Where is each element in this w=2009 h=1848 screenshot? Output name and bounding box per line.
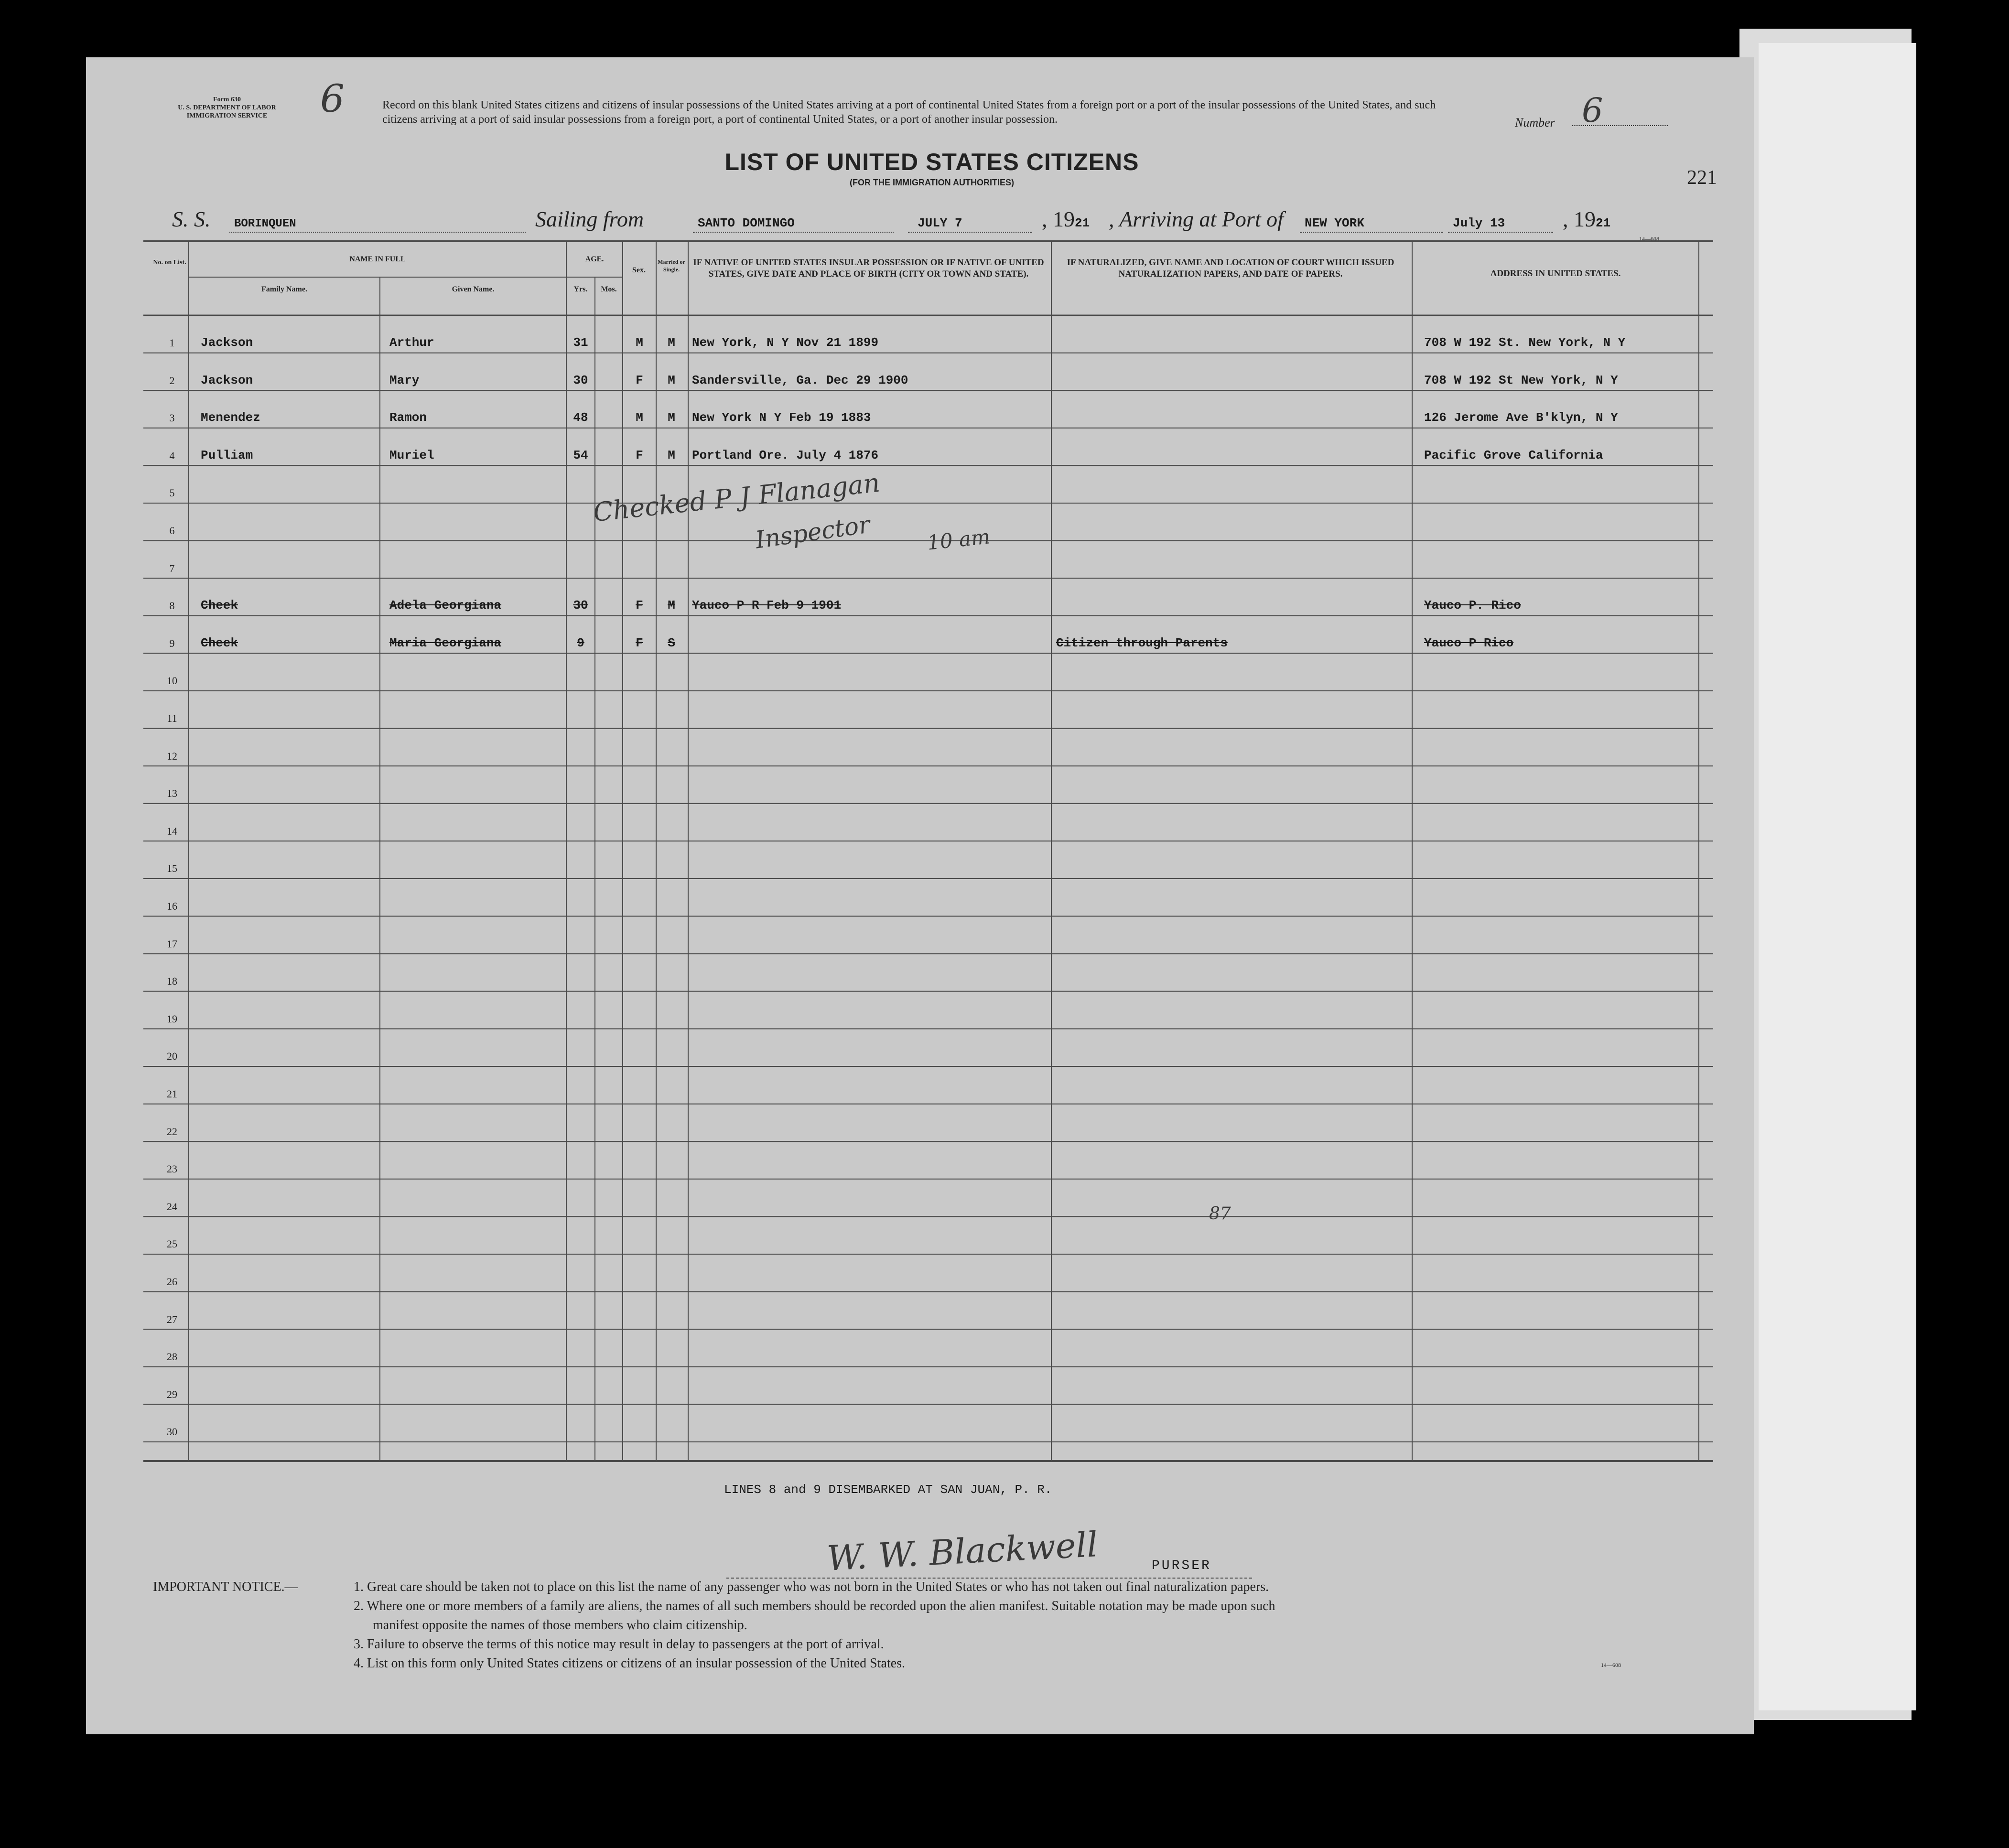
table-row xyxy=(143,1404,1706,1442)
row-number: 14 xyxy=(167,825,177,837)
row-number: 30 xyxy=(167,1426,177,1438)
row-number: 26 xyxy=(167,1276,177,1288)
row-number: 15 xyxy=(167,862,177,875)
row-number: 20 xyxy=(167,1050,177,1063)
sex: F xyxy=(636,448,643,462)
birth-place-date: Yauco P R Feb 9 1901 xyxy=(692,598,842,613)
given-name: Arthur xyxy=(389,335,434,350)
row-number: 21 xyxy=(167,1088,177,1100)
row-number: 6 xyxy=(169,525,175,537)
header-married-single: Married or Single. xyxy=(658,258,685,273)
corner-handwritten-mark: 6 xyxy=(320,76,345,121)
page-number: 221 xyxy=(1687,167,1717,189)
notice-list xyxy=(354,1578,1701,1673)
us-address: 708 W 192 St. New York, N Y xyxy=(1424,335,1626,350)
footer-code: 14—608 xyxy=(1601,1662,1621,1668)
row-number: 5 xyxy=(169,487,175,499)
table-row xyxy=(143,1329,1706,1367)
given-name: Ramon xyxy=(389,410,427,425)
birth-place-date: New York, N Y Nov 21 1899 xyxy=(692,335,879,350)
age-years: 31 xyxy=(573,335,588,350)
notice-item-4: 4. List on this form only United States citizens or citizens of an insular possession of the United States. xyxy=(354,1656,906,1671)
departure-year-prefix: , 19 xyxy=(1042,207,1075,231)
given-name: Mary xyxy=(389,373,420,387)
row-number: 17 xyxy=(167,937,177,950)
page-subtitle: (FOR THE IMMIGRATION AUTHORITIES) xyxy=(850,178,1014,187)
departure-year-value: 21 xyxy=(1075,216,1090,230)
given-name: Maria Georgiana xyxy=(389,635,502,650)
marital-status: M xyxy=(668,448,675,462)
family-name: Cheek xyxy=(201,598,238,613)
family-name: Menendez xyxy=(201,410,260,425)
us-address: Pacific Grove California xyxy=(1424,448,1603,462)
disembark-note: LINES 8 and 9 DISEMBARKED AT SAN JUAN, P. R. xyxy=(724,1483,1052,1497)
header-naturalized: IF NATURALIZED, GIVE NAME AND LOCATION OF COURT WHICH ISSUED NATURALIZATION PAPERS, AND DATE OF PAPERS. xyxy=(1067,258,1394,279)
row-number: 8 xyxy=(169,600,175,612)
page-title: LIST OF UNITED STATES CITIZENS xyxy=(724,149,1139,175)
service: IMMIGRATION SERVICE xyxy=(186,112,268,119)
ship-name: BORINQUEN xyxy=(234,217,296,230)
table-row xyxy=(143,465,1706,503)
departure-port: SANTO DOMINGO xyxy=(698,216,795,230)
table-row xyxy=(143,1292,1706,1330)
marital-status: S xyxy=(668,635,675,650)
table-row xyxy=(143,1104,1706,1142)
form-description: Record on this blank United States citizens and citizens of insular possessions of the United States arriving at a port of continental United States from a foreign port or a port of the insular possessions of the United States, and such citizens arriving at a port of said insular possessions from a foreign port, a port of continental United States, or a port of another insular possession. xyxy=(382,99,1436,126)
table-row xyxy=(143,1216,1706,1254)
purser-label: PURSER xyxy=(1152,1558,1211,1573)
inspector-signature: P J Flanagan xyxy=(713,467,882,515)
side-mark: 87 xyxy=(1209,1204,1231,1224)
table-row xyxy=(143,1141,1706,1179)
table-row xyxy=(143,1367,1706,1405)
table-row xyxy=(143,1254,1706,1292)
arrival-year-prefix: , 19 xyxy=(1563,207,1596,231)
naturalization: Citizen through Parents xyxy=(1056,635,1228,650)
table-row xyxy=(143,1029,1706,1066)
table-row xyxy=(143,841,1706,879)
row-number: 4 xyxy=(169,449,175,462)
ss-label: S. S. xyxy=(172,207,211,231)
marital-status: M xyxy=(668,373,675,387)
table-row xyxy=(143,503,1706,541)
us-address: 126 Jerome Ave B'klyn, N Y xyxy=(1424,410,1618,425)
row-number: 27 xyxy=(167,1313,177,1325)
table-row xyxy=(143,954,1706,991)
us-address: Yauco P Rico xyxy=(1424,635,1514,650)
table-row xyxy=(143,1066,1706,1104)
row-number: 3 xyxy=(169,412,175,424)
us-address: 708 W 192 St New York, N Y xyxy=(1424,373,1618,387)
row-number: 24 xyxy=(167,1200,177,1213)
header-given-name: Given Name. xyxy=(452,285,495,293)
notice-label: IMPORTANT NOTICE.— xyxy=(153,1579,298,1594)
table-row xyxy=(143,691,1706,729)
row-number: 23 xyxy=(167,1163,177,1175)
row-number: 12 xyxy=(167,750,177,762)
inspection-time: 10 am xyxy=(926,525,991,555)
age-years: 48 xyxy=(573,410,588,425)
purser-signature: W. W. Blackwell xyxy=(826,1524,1099,1579)
number-value: 6 xyxy=(1582,91,1603,130)
table-row xyxy=(143,991,1706,1029)
age-years: 9 xyxy=(577,635,584,650)
us-address: Yauco P. Rico xyxy=(1424,598,1521,613)
row-number: 25 xyxy=(167,1238,177,1250)
row-number: 28 xyxy=(167,1351,177,1363)
birth-place-date: Sandersville, Ga. Dec 29 1900 xyxy=(692,373,908,387)
header-address: ADDRESS IN UNITED STATES. xyxy=(1490,269,1621,279)
header-family-name: Family Name. xyxy=(261,285,307,293)
printer-mark: 14—608 xyxy=(1639,236,1659,242)
table-row xyxy=(143,1179,1706,1217)
row-number: 22 xyxy=(167,1125,177,1138)
arrival-date: July 13 xyxy=(1453,216,1505,230)
arrival-year-value: 21 xyxy=(1596,216,1611,230)
table-row xyxy=(143,766,1706,804)
row-number: 9 xyxy=(169,637,175,649)
sex: F xyxy=(636,635,643,650)
header-name-in-full: NAME IN FULL xyxy=(349,255,406,263)
marital-status: M xyxy=(668,335,675,350)
birth-place-date: New York N Y Feb 19 1883 xyxy=(692,410,871,425)
sailing-label: Sailing from xyxy=(535,207,644,231)
notice-item-1: 1. Great care should be taken not to place on this list the name of any passenger who was not born in the United States or who has not taken out final naturalization papers. xyxy=(354,1579,1269,1594)
age-years: 54 xyxy=(573,448,588,462)
given-name: Muriel xyxy=(389,448,434,462)
sex: F xyxy=(636,598,643,613)
table-row xyxy=(143,879,1706,916)
table-row xyxy=(143,804,1706,841)
row-number: 11 xyxy=(167,712,177,724)
age-years: 30 xyxy=(573,598,588,613)
table-row xyxy=(143,729,1706,766)
notice-item-3: 3. Failure to observe the terms of this notice may result in delay to passengers at the port of arrival. xyxy=(354,1637,884,1652)
table-row xyxy=(143,541,1706,579)
family-name: Jackson xyxy=(201,335,253,350)
row-number: 18 xyxy=(167,975,177,988)
marital-status: M xyxy=(668,410,675,425)
header-age-mos: Mos. xyxy=(601,285,617,293)
header-age-yrs: Yrs. xyxy=(573,285,588,293)
header-birth: IF NATIVE OF UNITED STATES INSULAR POSSESSION OR IF NATIVE OF UNITED STATES, GIVE DATE AND PLACE OF BIRTH (CITY OR TOWN AND STATE). xyxy=(693,258,1044,279)
sex: F xyxy=(636,373,643,387)
row-number: 16 xyxy=(167,900,177,912)
notice-item-2: 2. Where one or more members of a family are aliens, the names of all such members should be recorded upon the alien manifest. Suitable notation may be made upon such xyxy=(354,1599,1275,1613)
row-number: 19 xyxy=(167,1012,177,1025)
header-sex: Sex. xyxy=(632,266,646,274)
arrival-port: NEW YORK xyxy=(1305,216,1364,230)
family-name: Cheek xyxy=(201,635,238,650)
age-years: 30 xyxy=(573,373,588,387)
form-number: Form 630 xyxy=(213,96,241,103)
row-number: 2 xyxy=(169,374,175,387)
family-name: Pulliam xyxy=(201,448,253,462)
row-number: 29 xyxy=(167,1388,177,1400)
row-number: 7 xyxy=(169,562,175,574)
arriving-label: , Arriving at Port of xyxy=(1109,207,1284,231)
marital-status: M xyxy=(668,598,675,613)
row-number: 10 xyxy=(167,675,177,687)
checked-label: Checked xyxy=(592,485,708,528)
birth-place-date: Portland Ore. July 4 1876 xyxy=(692,448,879,462)
header-age: AGE. xyxy=(585,255,604,263)
table-row xyxy=(143,653,1706,691)
number-label: Number xyxy=(1515,116,1555,129)
header-no-on-list: No. on List. xyxy=(153,259,186,266)
inspector-title: Inspector xyxy=(754,510,872,554)
row-number: 1 xyxy=(169,337,175,349)
row-number: 13 xyxy=(167,787,177,800)
departure-date: JULY 7 xyxy=(918,216,962,230)
table-row xyxy=(143,916,1706,954)
sex: M xyxy=(636,410,643,425)
department: U. S. DEPARTMENT OF LABOR xyxy=(178,104,276,111)
family-name: Jackson xyxy=(201,373,253,387)
sex: M xyxy=(636,335,643,350)
notice-item-2-cont: manifest opposite the names of those members who claim citizenship. xyxy=(373,1618,747,1633)
given-name: Adela Georgiana xyxy=(389,598,502,613)
